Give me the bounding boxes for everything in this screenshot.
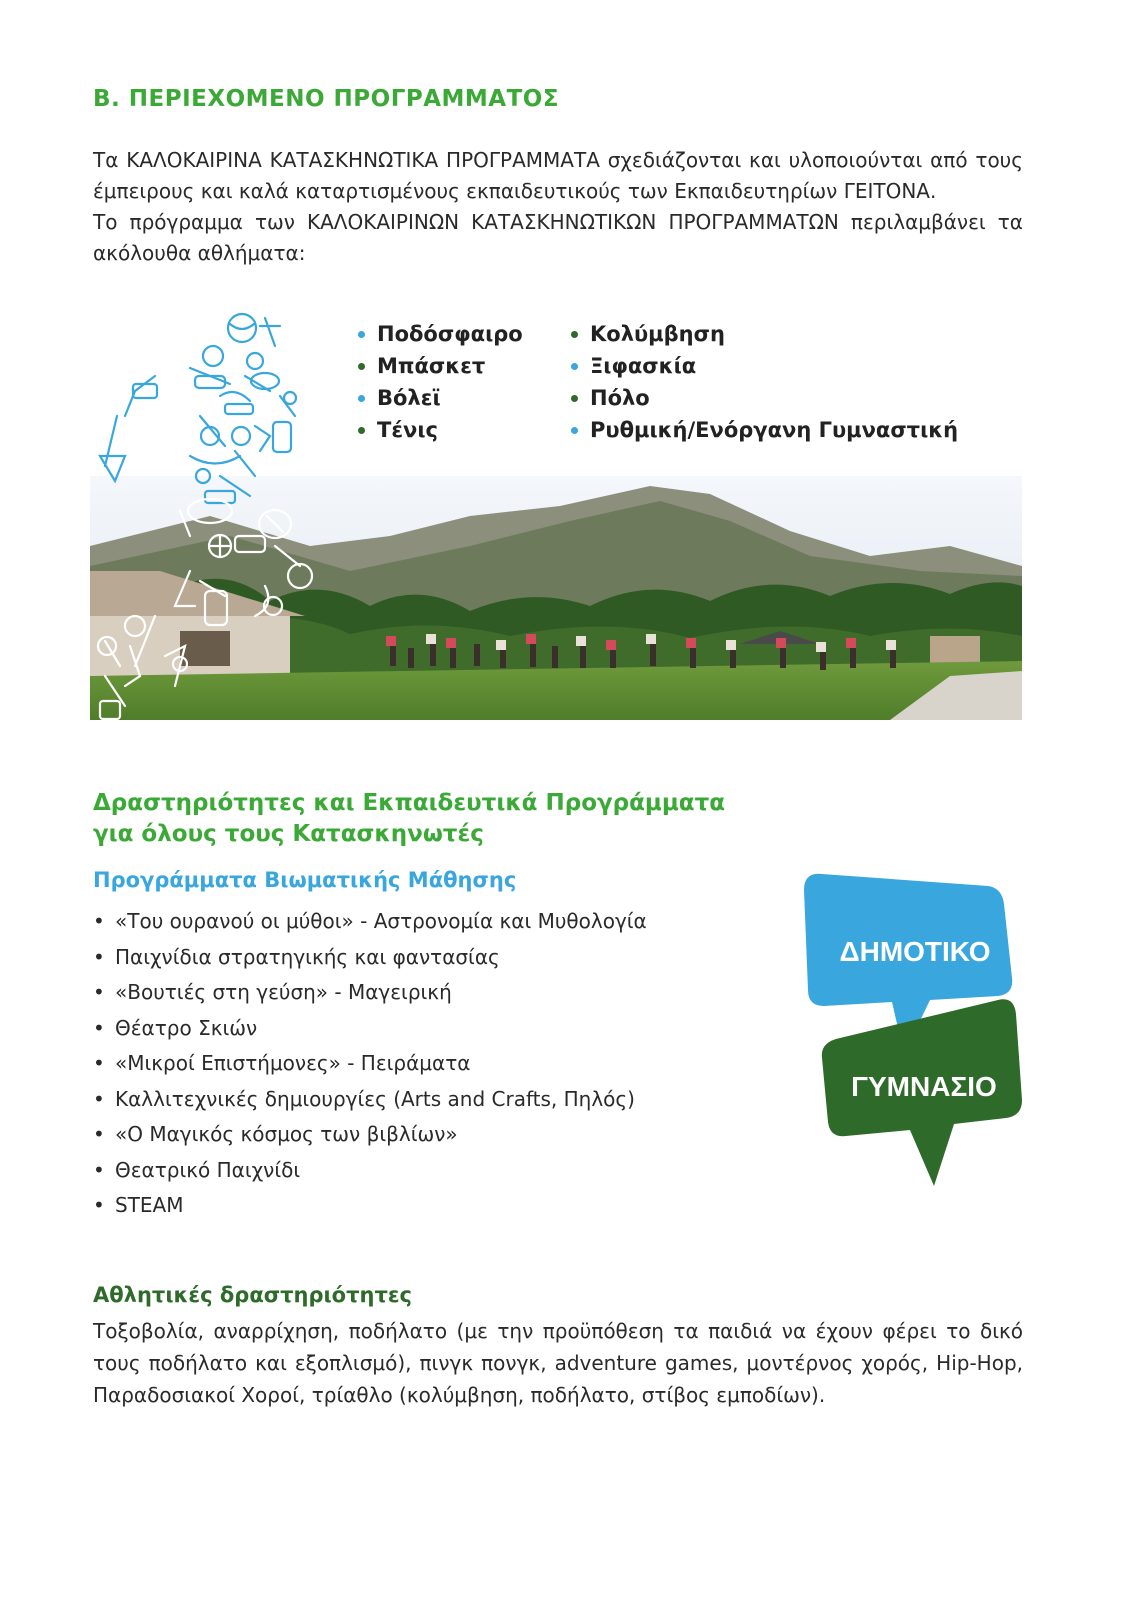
sport-label: Πόλο [590,386,650,410]
list-item-label: «Μικροί Επιστήμονες» - Πειράματα [115,1051,471,1075]
list-item [358,382,523,414]
list-item [571,414,958,446]
bullet-icon [571,331,578,338]
list-item-label: Καλλιτεχνικές δημιουργίες (Arts and Crafts, Πηλός) [115,1086,635,1111]
bullet-icon [358,395,365,402]
list-item [93,1011,647,1047]
list-item-label: Θέατρο Σκιών [115,1015,258,1040]
intro-paragraph-2: Το πρόγραμμα των ΚΑΛΟΚΑΙΡΙΝΩΝ ΚΑΤΑΣΚΗΝΩΤΙΚΩΝ ΠΡΟΓΡΑΜΜΑΤΩΝ περιλαμβάνει τα ακόλουθα αθλήματα: [93,210,1023,265]
bullet-icon [571,395,578,402]
list-item [571,382,958,414]
experiential-list [93,904,647,1224]
bullet-icon: • [93,980,105,1004]
sport-label: Ποδόσφαιρο [377,322,523,346]
list-item-label: «Ο Μαγικός κόσμος των βιβλίων» [115,1122,458,1146]
athlete-upper-icons [100,314,296,503]
list-item [93,1153,647,1189]
list-item [93,975,647,1011]
bullet-icon: • [93,1086,105,1111]
bullet-icon: • [93,1157,105,1182]
bullet-icon: • [93,1193,105,1217]
list-item [358,350,523,382]
bullet-icon [358,331,365,338]
list-item [93,940,647,976]
list-item [93,1117,647,1153]
bullet-icon [571,363,578,370]
sports-list-col1 [358,318,523,446]
list-item [93,1082,647,1118]
list-item-label: «Βουτιές στη γεύση» - Μαγειρική [115,980,452,1004]
list-item [93,904,647,940]
athlete-illustration [95,306,335,724]
activities-title-line2: για όλους τους Κατασκηνωτές [93,821,484,847]
sport-label: Μπάσκετ [377,354,486,378]
activities-title [93,788,725,850]
bullet-icon: • [93,1051,105,1075]
list-item [571,350,958,382]
athlete-lower-icons [98,499,312,719]
bullet-icon: • [93,1015,105,1040]
intro-text [93,145,1023,269]
athletic-title: Αθλητικές δραστηριότητες [93,1283,412,1307]
school-level-badges [800,868,1030,1188]
list-item [358,414,523,446]
sport-label: Ρυθμική/Ενόργανη Γυμναστική [590,418,959,442]
section-title: Β. ΠΕΡΙΕΧΟΜΕΝΟ ΠΡΟΓΡΑΜΜΑΤΟΣ [93,86,560,112]
list-item-label: Παιχνίδια στρατηγικής και φαντασίας [115,944,500,969]
sport-label: Ξιφασκία [590,354,697,378]
list-item [93,1188,647,1224]
sport-label: Κολύμβηση [590,322,725,346]
experiential-title: Προγράμματα Βιωματικής Μάθησης [93,868,517,892]
activities-title-line1: Δραστηριότητες και Εκπαιδευτικά Προγράμματα [93,790,726,816]
list-item-label: «Του ουρανού οι μύθοι» - Αστρονομία και Μυθολογία [115,909,647,933]
bullet-icon: • [93,944,105,969]
bullet-icon: • [93,909,105,933]
bullet-icon [571,427,578,434]
list-item [571,318,958,350]
sport-label: Βόλεϊ [377,386,441,410]
sport-label: Τένις [377,418,438,442]
bullet-icon [358,363,365,370]
sports-list-col2 [571,318,958,446]
bullet-icon [358,427,365,434]
intro-paragraph-1: Τα ΚΑΛΟΚΑΙΡΙΝΑ ΚΑΤΑΣΚΗΝΩΤΙΚΑ ΠΡΟΓΡΑΜΜΑΤΑ σχεδιάζονται και υλοποιούνται από τους έμπειρους και καλά καταρτισμένους εκπαιδευτικούς των Εκπαιδευτηρίων ΓΕΙΤΟΝΑ. [93,148,1023,203]
list-item [358,318,523,350]
list-item [93,1046,647,1082]
bullet-icon: • [93,1122,105,1146]
athletic-text: Τοξοβολία, αναρρίχηση, ποδήλατο (με την προϋπόθεση τα παιδιά να έχουν φέρει το δικό τους ποδήλατο και εξοπλισμό), πινγκ πονγκ, adventure games, μοντέρνος χορός, Hip-Hop, Παραδοσιακοί Χοροί, τρίαθλο (κολύμβηση, ποδήλατο, στίβος εμποδίων). [93,1319,1023,1407]
secondary-badge-label: ΓΥΜΝΑΣΙΟ [851,1071,997,1102]
list-item-label: STEAM [115,1193,184,1217]
primary-badge-label: ΔΗΜΟΤΙΚΟ [839,936,991,967]
list-item-label: Θεατρικό Παιχνίδι [115,1157,301,1182]
